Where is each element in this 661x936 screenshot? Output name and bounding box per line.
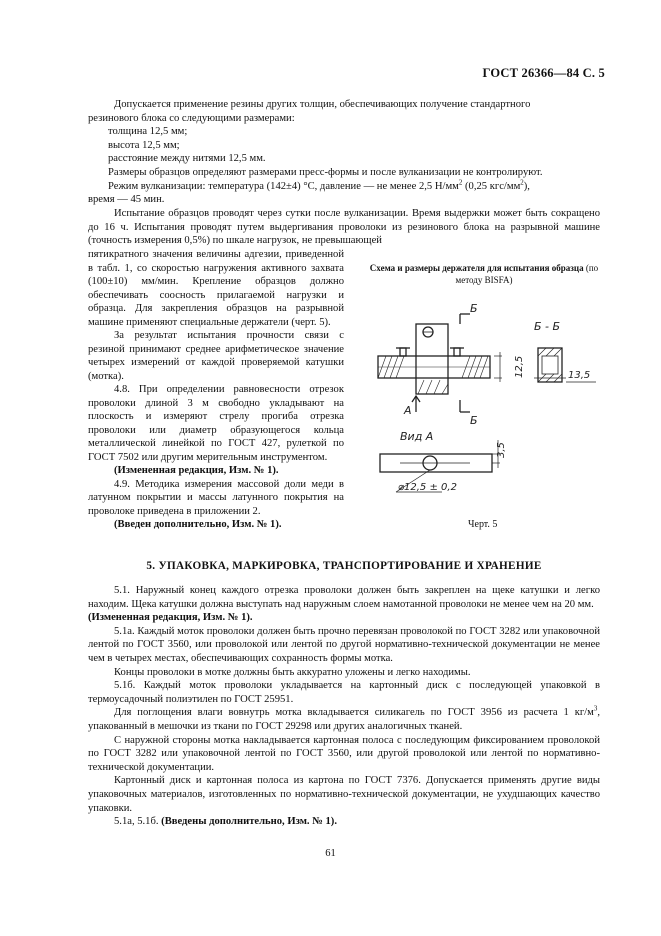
dimension-item: толщина 12,5 мм; [108,126,188,138]
paragraph: С наружной стороны мотка накладывается картонная полоса с последующим фиксированием проволокой по ГОСТ 3282 или упаковочной лентой по ГОСТ 3560, или другой проволокой или лентой по нормативно-технической документации. [88,734,600,773]
amendment-note: (Измененная редакция, Изм. № 1). [114,465,279,476]
label-section-bb: Б - Б [534,320,561,333]
paragraph-rubber-thickness [88,98,600,207]
figure-caption [368,262,600,286]
paragraph-testing: Испытание образцов проводят через сутки после вулканизации. Время выдержки может быть сокращено до 16 ч. Испытания проводят путем выдергивания проволоки из резинового блока на разрывной машине (точность измерения 0,5%) по шкале нагрузок, не превышающей [88,208,600,247]
final-note [88,815,600,829]
caption-title: Схема и размеры держателя для испытания образца [369,263,584,273]
paragraph: За результат испытания прочности связи с резиной принимают среднее арифметическое значение четырех измерений от каждой проверяемой катушки (мотка). [88,330,344,382]
amendment-note: (Измененная редакция, Изм. № 1). [88,612,253,624]
text-line: время — 45 мин. [88,194,165,206]
paragraph: пятикратного значения величины адгезии, приведенной в табл. 1, со скоростью нагружения активного захвата (100±10) мм/мин. Крепление образцов должно обеспечивать соосность прилагаемой нагрузки и образца. Для закрепления образцов на разрывной машине применяют специальные держатели (черт. 5). [88,249,344,328]
vulcanization-mode [88,180,600,194]
paragraph-silica-gel [88,706,600,733]
section-title: 5. УПАКОВКА, МАРКИРОВКА, ТРАНСПОРТИРОВАНИЕ И ХРАНЕНИЕ [146,560,542,572]
amendment-note: (Введены дополнительно, Изм. № 1). [161,816,337,828]
holder-side-view [378,314,502,412]
text-fragment: ), [523,180,530,192]
figure-number: Черт. 5 [468,519,498,530]
text-line: Допускается применение резины других толщин, обеспечивающих получение стандартного [114,99,531,110]
label-b-top: Б [470,302,478,315]
amendment-note: (Введен дополнительно, Изм. № 1). [114,519,282,530]
caption-method: (по методу BISFA) [455,263,599,285]
label-view-a: Вид А [400,430,434,443]
superscript: 2 [458,178,463,187]
dim-diameter: ⌀12,5 ± 0,2 [398,482,457,493]
paragraph-5-1b: 5.1б. Каждый моток проволоки укладывается на картонный диск с последующей упаковкой в термоусадочный полиэтилен по ГОСТ 25951. [88,680,600,705]
text-fragment: , упакованный в мешочки из ткани по ГОСТ 29298 или других аналогичных тканей. [88,707,600,732]
label-a: А [404,404,412,417]
paragraph-5-1a: 5.1а. Каждый моток проволоки должен быть прочно перевязан проволокой по ГОСТ 3282 или упаковочной лентой по ГОСТ 3560, или проволокой или лентой по другой нормативно-технической документации не менее чем в четырех местах, обеспечивающих сохранность формы мотка. [88,625,600,664]
superscript: 3 [593,704,598,713]
dimension-item: высота 12,5 мм; [108,139,180,151]
dim-3-5: 3,5 [496,442,507,458]
page-number: 61 [325,848,336,859]
paragraph: Концы проволоки в мотке должны быть аккуратно уложены и легко находимы. [114,666,471,678]
text-line: Размеры образцов определяют размерами пресс-формы и после вулканизации не контролируют. [108,166,543,178]
text-fragment: Режим вулканизации: температура (142±4) °С, давление — не менее 2,5 Н/мм [108,180,459,192]
paragraph-4-8: 4.8. При определении равновесности отрезок проволоки длиной 3 м свободно укладывают на плоскость и измеряют стрелу прогиба отрезка проволоки или диаметр образующегося кольца металлической линейкой по ГОСТ 427, рулеткой по ГОСТ 7502 или другим мерительным инструментом. [88,384,344,463]
paragraph-5-1: 5.1. Наружный конец каждого отрезка проволоки должен быть закреплен на щеке катушки и легко находим. Щека катушки должна выступать над наружным слоем намотанной проволоки не менее чем на 20 мм. [88,585,600,610]
text-fragment: Для поглощения влаги вовнутрь мотка вкладывается силикагель по ГОСТ 3956 из расчета 1 кг/м [114,707,594,719]
paragraph-4-9: 4.9. Методика измерения массовой доли меди в латунном покрытии и массы латунного покрытия на проволоке приведена в приложении 2. [88,478,344,517]
dim-13-5: 13,5 [568,370,591,381]
dimension-item: расстояние между нитями 12,5 мм. [108,153,266,165]
text-line: резинового блока со следующими размерами: [88,112,295,124]
holder-drawing [370,300,602,518]
superscript: 2 [520,178,524,187]
running-header: ГОСТ 26366—84 С. 5 [482,66,605,80]
left-column [88,248,344,532]
text-fragment: 5.1а, 5.1б. [114,816,162,828]
text-fragment: (0,25 кгс/мм [462,180,521,192]
section-5-body [88,584,600,829]
dim-12-5: 12,5 [514,355,525,378]
paragraph: Картонный диск и картонная полоса из картона по ГОСТ 7376. Допускается применять другие виды упаковочных материалов, изготовленных по нормативно-технической документации, не ухудшающих качество упаковки. [88,775,600,814]
label-b-bottom: Б [470,414,478,427]
